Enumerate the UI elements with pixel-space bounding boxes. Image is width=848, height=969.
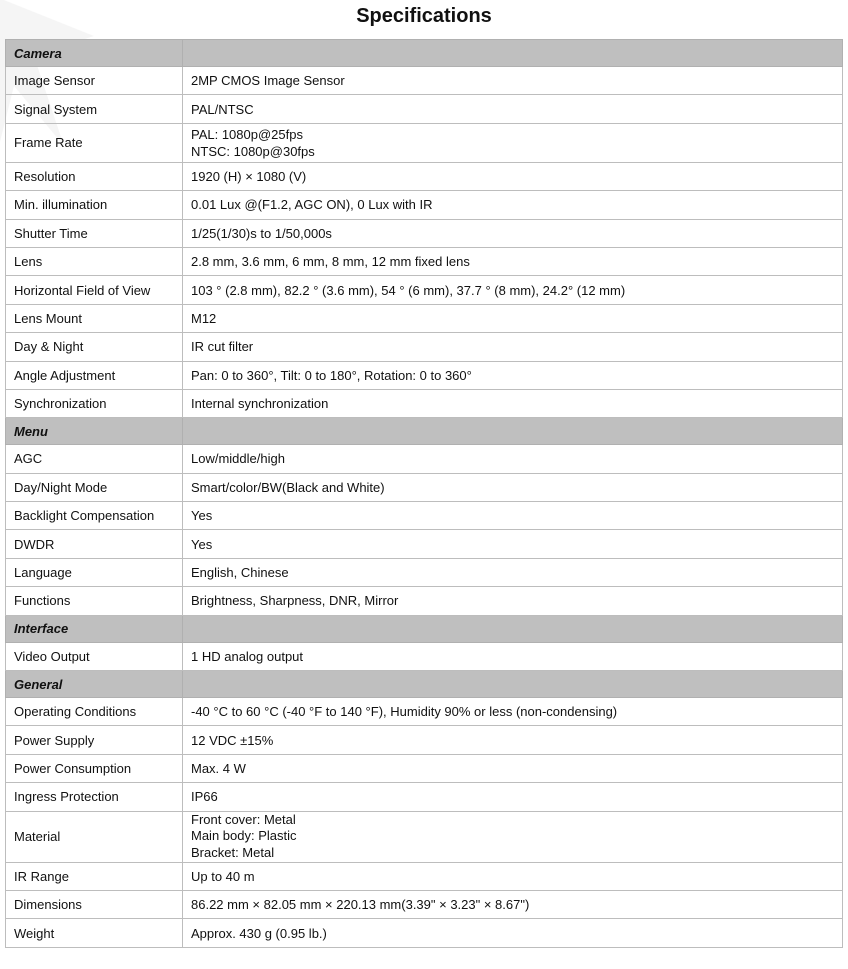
section-header-fill [183,615,843,642]
spec-value-line: Bracket: Metal [191,844,275,860]
spec-value-line: Pan: 0 to 360°, Tilt: 0 to 180°, Rotation: 0 to 360° [191,367,472,383]
spec-value-line: Max. 4 W [191,761,246,776]
spec-value [183,862,843,890]
spec-value [183,726,843,754]
section-header-general [6,671,843,698]
spec-value [183,754,843,782]
spec-label: Synchronization [6,389,183,417]
spec-row [6,219,843,247]
section-header-fill [183,40,843,67]
spec-label: Day/Night Mode [6,473,183,501]
spec-label: Functions [6,587,183,615]
spec-row [6,890,843,918]
spec-value [183,530,843,558]
spec-row [6,754,843,782]
spec-value-line: IP66 [191,789,218,805]
spec-row [6,389,843,417]
spec-label: Video Output [6,642,183,670]
section-header-fill [183,418,843,445]
spec-label: Material [6,811,183,862]
spec-row [6,502,843,530]
spec-value-line: Main body: Plastic [191,828,297,844]
spec-row [6,191,843,219]
spec-row [6,361,843,389]
spec-label: AGC [6,445,183,473]
spec-row [6,95,843,123]
spec-label: DWDR [6,530,183,558]
spec-label: Shutter Time [6,219,183,247]
spec-value [183,698,843,726]
spec-value [183,445,843,473]
section-header-interface [6,615,843,642]
spec-row [6,587,843,615]
spec-value-line: 86.22 mm × 82.05 mm × 220.13 mm(3.39" × 3.23" × 8.67") [191,897,530,913]
spec-value-line: 1/25(1/30)s to 1/50,000s [191,225,332,241]
spec-value [183,919,843,947]
spec-label: Power Supply [6,726,183,754]
spec-value [183,890,843,918]
spec-label: Lens Mount [6,304,183,332]
spec-row [6,726,843,754]
spec-value [183,587,843,615]
spec-row [6,123,843,162]
spec-value [183,558,843,586]
spec-label: Day & Night [6,333,183,361]
section-header-menu [6,418,843,445]
spec-row [6,811,843,862]
spec-label: Ingress Protection [6,783,183,811]
spec-label: Power Consumption [6,754,183,782]
spec-row [6,919,843,947]
spec-value-line: 1 HD analog output [191,648,304,664]
spec-row [6,558,843,586]
spec-value-line: Yes [191,508,213,524]
spec-value-line: -40 °C to 60 °C (-40 °F to 140 °F), Humidity 90% or less (non-condensing) [191,704,618,720]
specifications-table-body [6,40,843,948]
spec-value-line: PAL: 1080p@25fps [191,126,303,142]
spec-value-line: IR cut filter [191,339,254,355]
section-header-camera [6,40,843,67]
spec-value [183,191,843,219]
spec-value-line: M12 [191,310,217,326]
spec-row [6,783,843,811]
spec-value [183,219,843,247]
spec-row [6,276,843,304]
spec-label: Min. illumination [6,191,183,219]
section-title: General [6,671,183,698]
spec-value [183,162,843,190]
spec-row [6,247,843,275]
spec-label: Operating Conditions [6,698,183,726]
spec-label: Dimensions [6,890,183,918]
spec-value-line: PAL/NTSC [191,101,254,117]
spec-value [183,473,843,501]
spec-value-line: 0.01 Lux @(F1.2, AGC ON), 0 Lux with IR [191,197,433,213]
spec-value [183,361,843,389]
spec-row [6,67,843,95]
spec-value [183,811,843,862]
spec-label: Weight [6,919,183,947]
spec-value-line: Internal synchronization [191,396,329,412]
spec-value-line: Up to 40 m [191,868,255,884]
section-title: Camera [6,40,183,67]
spec-row [6,698,843,726]
section-title: Interface [6,615,183,642]
spec-row [6,473,843,501]
spec-value [183,95,843,123]
page-title: Specifications [356,5,492,27]
spec-row [6,162,843,190]
spec-value [183,304,843,332]
spec-label: Horizontal Field of View [6,276,183,304]
spec-value-line: Front cover: Metal [191,811,296,827]
spec-value [183,247,843,275]
spec-value [183,502,843,530]
spec-value-line: 2.8 mm, 3.6 mm, 6 mm, 8 mm, 12 mm fixed lens [191,254,470,270]
section-header-fill [183,671,843,698]
spec-value [183,783,843,811]
spec-value-line: Approx. 430 g (0.95 lb.) [191,925,327,941]
spec-value [183,67,843,95]
spec-label: Frame Rate [6,123,183,162]
spec-value-line: 2MP CMOS Image Sensor [191,73,345,89]
spec-row [6,333,843,361]
spec-label: Lens [6,247,183,275]
spec-label: Image Sensor [6,67,183,95]
section-title: Menu [6,418,183,445]
spec-label: Language [6,558,183,586]
spec-value-line: Smart/color/BW(Black and White) [191,479,385,495]
spec-value [183,276,843,304]
spec-value-line: Low/middle/high [191,451,285,467]
spec-value-line: English, Chinese [191,565,289,581]
spec-value [183,333,843,361]
spec-value [183,389,843,417]
specifications-table [5,39,843,948]
spec-label: Resolution [6,162,183,190]
spec-value-line: Yes [191,536,213,552]
spec-label: Backlight Compensation [6,502,183,530]
spec-value-line: 1920 (H) × 1080 (V) [191,168,307,184]
spec-label: Angle Adjustment [6,361,183,389]
spec-value-line: Brightness, Sharpness, DNR, Mirror [191,593,399,609]
spec-value-line: NTSC: 1080p@30fps [191,143,315,159]
spec-row [6,304,843,332]
spec-row [6,530,843,558]
spec-value-line: 12 VDC ±15% [191,732,274,748]
spec-value [183,642,843,670]
spec-row [6,642,843,670]
spec-value-line: 103 ° (2.8 mm), 82.2 ° (3.6 mm), 54 ° (6 mm), 37.7 ° (8 mm), 24.2° (12 mm) [191,282,626,298]
spec-label: Signal System [6,95,183,123]
spec-label: IR Range [6,862,183,890]
spec-row [6,862,843,890]
spec-row [6,445,843,473]
spec-value [183,123,843,162]
